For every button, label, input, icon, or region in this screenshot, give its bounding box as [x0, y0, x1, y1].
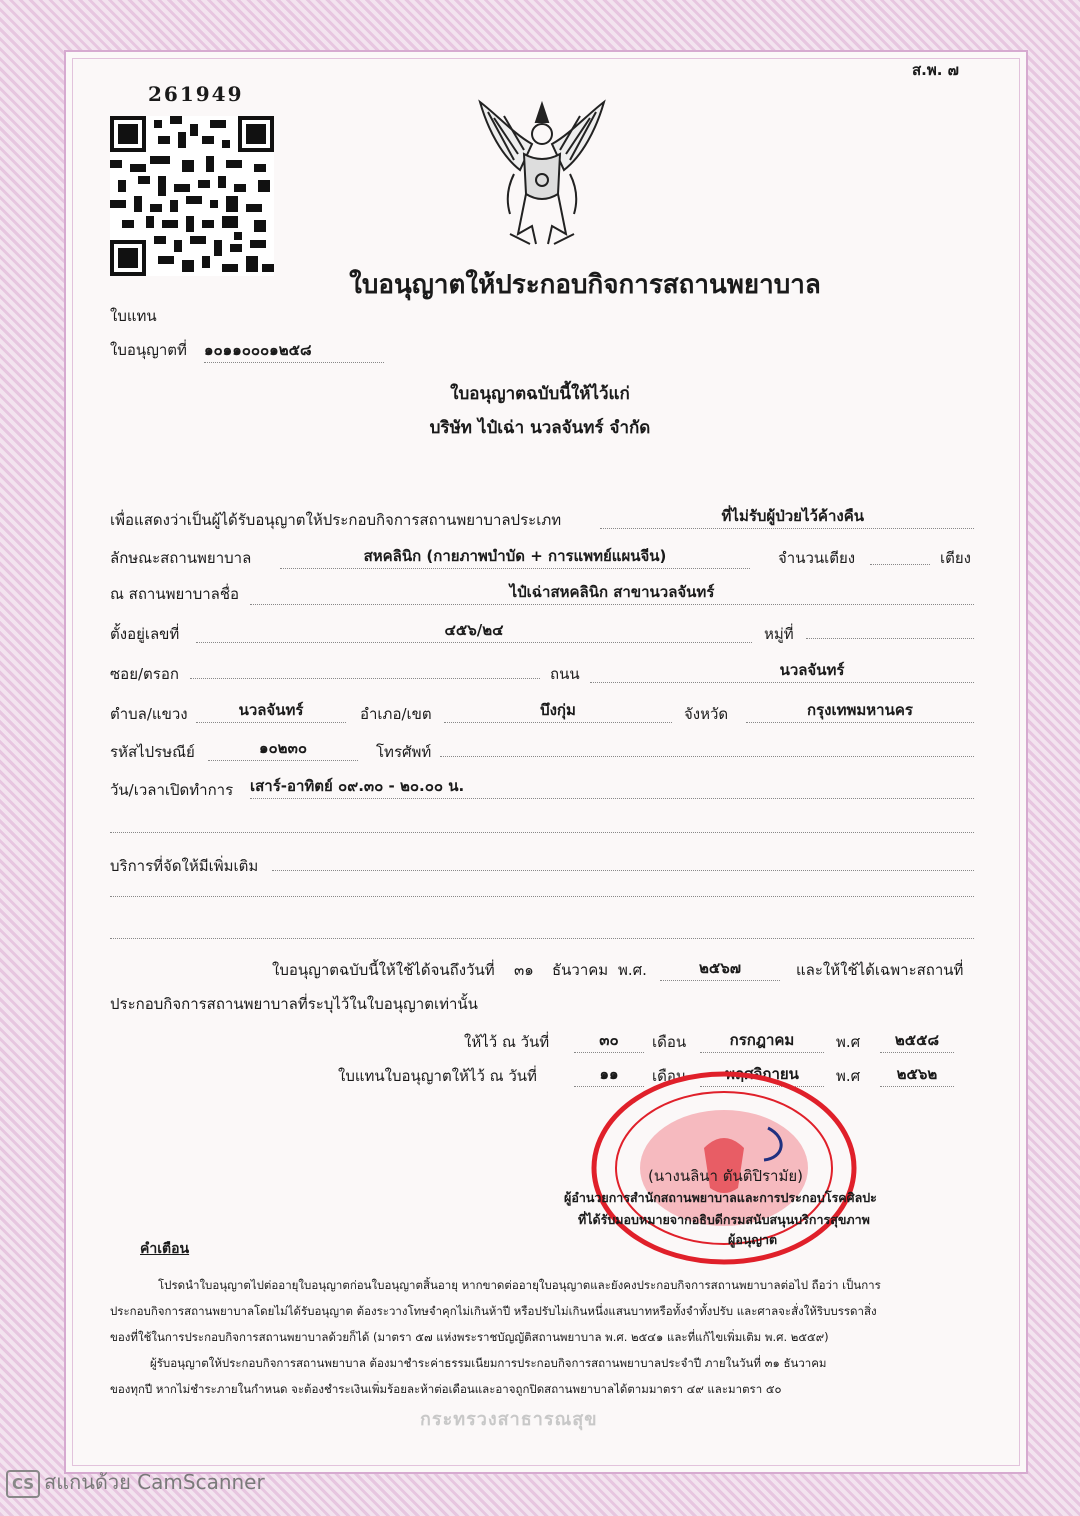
soi-value [190, 658, 540, 679]
facility-name-value: ไป๋เฉ่าสหคลินิก สาขานวลจันทร์ [250, 580, 974, 605]
warning-p2-line1: ผู้รับอนุญาตให้ประกอบกิจการสถานพยาบาล ต้องมาชำระค่าธรรมเนียมการประกอบกิจการสถานพยาบาลประจำปี ภายในวันที่ ๓๑ ธันวาคม [150, 1356, 827, 1370]
validity-prefix: ใบอนุญาตฉบับนี้ให้ใช้ได้จนถึงวันที่ [272, 961, 495, 979]
license-number-value: ๑๐๑๑๐๐๐๑๒๕๘ [204, 338, 384, 363]
camscanner-text: สแกนด้วย CamScanner [44, 1470, 265, 1494]
hours-value: เสาร์-อาทิตย์ ๐๙.๓๐ - ๒๐.๐๐ น. [250, 774, 974, 799]
warning-p1-line3: ของที่ใช้ในการประกอบกิจการสถานพยาบาลด้วยก็ได้ (มาตรา ๕๗ แห่งพระราชบัญญัติสถานพยาบาล พ.ศ. ๒๕๔๑ และที่แก้ไขเพิ่มเติม พ.ศ. ๒๕๕๙) [110, 1330, 829, 1344]
warning-p2-line2: ของทุกปี หากไม่ชำระภายในกำหนด จะต้องชำระเงินเพิ่มร้อยละห้าต่อเดือนและอาจถูกปิดสถานพยาบาลได้ตามมาตรา ๔๙ และมาตรา ๕๐ [110, 1382, 782, 1396]
validity-line2: ประกอบกิจการสถานพยาบาลที่ระบุไว้ในใบอนุญาตเท่านั้น [110, 995, 478, 1013]
subdistrict-value: นวลจันทร์ [196, 698, 346, 723]
type-label: เพื่อแสดงว่าเป็นผู้ได้รับอนุญาตให้ประกอบกิจการสถานพยาบาลประเภท [110, 511, 562, 529]
province-value: กรุงเทพมหานคร [746, 698, 974, 723]
page-title: ใบอนุญาตให้ประกอบกิจการสถานพยาบาล [349, 270, 821, 300]
services-value [272, 850, 974, 871]
validity-month: ธันวาคม [552, 961, 609, 979]
postal-value: ๑๐๒๓๐ [208, 736, 358, 761]
warning-heading: คำเตือน [140, 1241, 190, 1257]
type-value: ที่ไม่รับผู้ป่วยไว้ค้างคืน [600, 504, 974, 529]
road-label: ถนน [550, 665, 580, 683]
validity-suffix: และให้ใช้ได้เฉพาะสถานที่ [796, 961, 964, 979]
reissued-label: ใบแทนใบอนุญาตให้ไว้ ณ วันที่ [338, 1067, 537, 1085]
reissued-month: พฤศจิกายน [700, 1062, 824, 1087]
issued-label: ให้ไว้ ณ วันที่ [464, 1033, 550, 1051]
beds-unit: เตียง [940, 549, 971, 567]
reissued-month-label: เดือน [652, 1067, 687, 1085]
signatory-title-line3: ผู้อนุญาต [728, 1232, 778, 1247]
phone-value [440, 736, 974, 757]
garuda-emblem [474, 94, 610, 252]
services-label: บริการที่จัดให้มีเพิ่มเติม [110, 857, 259, 875]
beds-value [870, 544, 930, 565]
subdistrict-label: ตำบล/แขวง [110, 705, 188, 723]
beds-label: จำนวนเตียง [778, 549, 856, 567]
reissued-day: ๑๑ [574, 1062, 644, 1087]
facility-name-label: ณ สถานพยาบาลชื่อ [110, 585, 240, 603]
reissued-era: พ.ศ [836, 1067, 861, 1085]
qr-code [110, 116, 274, 276]
address-value: ๔๕๖/๒๔ [196, 618, 752, 643]
moo-value [806, 618, 974, 639]
replacement-label: ใบแทน [110, 307, 157, 325]
form-code: ส.พ. ๗ [912, 61, 959, 79]
camscanner-badge: CS [6, 1470, 40, 1498]
soi-label: ซอย/ตรอก [110, 665, 179, 683]
issued-year: ๒๕๕๘ [880, 1028, 954, 1053]
district-label: อำเภอ/เขต [360, 705, 432, 723]
nature-label: ลักษณะสถานพยาบาล [110, 549, 252, 567]
warning-p1-line1: โปรดนำใบอนุญาตไปต่ออายุใบอนุญาตก่อนใบอนุญาตสิ้นอายุ หากขาดต่ออายุใบอนุญาตและยังคงประกอบกิจการสถานพยาบาลต่อไป ถือว่า เป็นการ [158, 1278, 881, 1292]
address-label: ตั้งอยู่เลขที่ [110, 625, 180, 643]
blank-line [110, 832, 974, 833]
blank-line [110, 938, 974, 939]
phone-label: โทรศัพท์ [376, 743, 432, 761]
validity-day: ๓๑ [514, 961, 534, 979]
validity-era: พ.ศ. [618, 961, 647, 979]
issued-month: กรกฎาคม [700, 1028, 824, 1053]
issued-era: พ.ศ [836, 1033, 861, 1051]
road-value: นวลจันทร์ [590, 658, 974, 683]
signatory-title-line2: ที่ได้รับมอบหมายจากอธิบดีกรมสนับสนุนบริการสุขภาพ [578, 1212, 870, 1227]
postal-label: รหัสไปรษณีย์ [110, 743, 195, 761]
issued-day: ๓๐ [574, 1028, 644, 1053]
reissued-year: ๒๕๖๒ [880, 1062, 954, 1087]
signatory-title-line1: ผู้อำนวยการสำนักสถานพยาบาลและการประกอบโรคศิลปะ [564, 1190, 877, 1205]
blank-line [110, 896, 974, 897]
serial-number: 261949 [148, 82, 244, 106]
licensee-name: บริษัท ไป๋เฉ่า นวลจันทร์ จำกัด [429, 418, 651, 438]
moo-label: หมู่ที่ [764, 625, 794, 643]
warning-text [110, 1272, 974, 1402]
validity-year: ๒๕๖๗ [660, 956, 780, 981]
nature-value: สหคลินิก (กายภาพบำบัด + การแพทย์แผนจีน) [280, 544, 750, 569]
issued-month-label: เดือน [652, 1033, 687, 1051]
signatory-name: (นางนลินา ตันติปิรามัย) [648, 1167, 804, 1185]
granted-to-heading: ใบอนุญาตฉบับนี้ให้ไว้แก่ [450, 384, 630, 404]
hours-label: วัน/เวลาเปิดทำการ [110, 781, 234, 799]
footer-watermark: กระทรวงสาธารณสุข [420, 1409, 598, 1430]
warning-p1-line2: ประกอบกิจการสถานพยาบาลโดยไม่ได้รับอนุญาต ต้องระวางโทษจำคุกไม่เกินห้าปี หรือปรับไม่เกินหนึ่งแสนบาทหรือทั้งจำทั้งปรับ และศาลจะสั่งให้ริบบรรดาสิ่ง [110, 1304, 877, 1318]
province-label: จังหวัด [684, 705, 729, 723]
license-number-label: ใบอนุญาตที่ [110, 341, 187, 359]
district-value: บึงกุ่ม [444, 698, 672, 723]
